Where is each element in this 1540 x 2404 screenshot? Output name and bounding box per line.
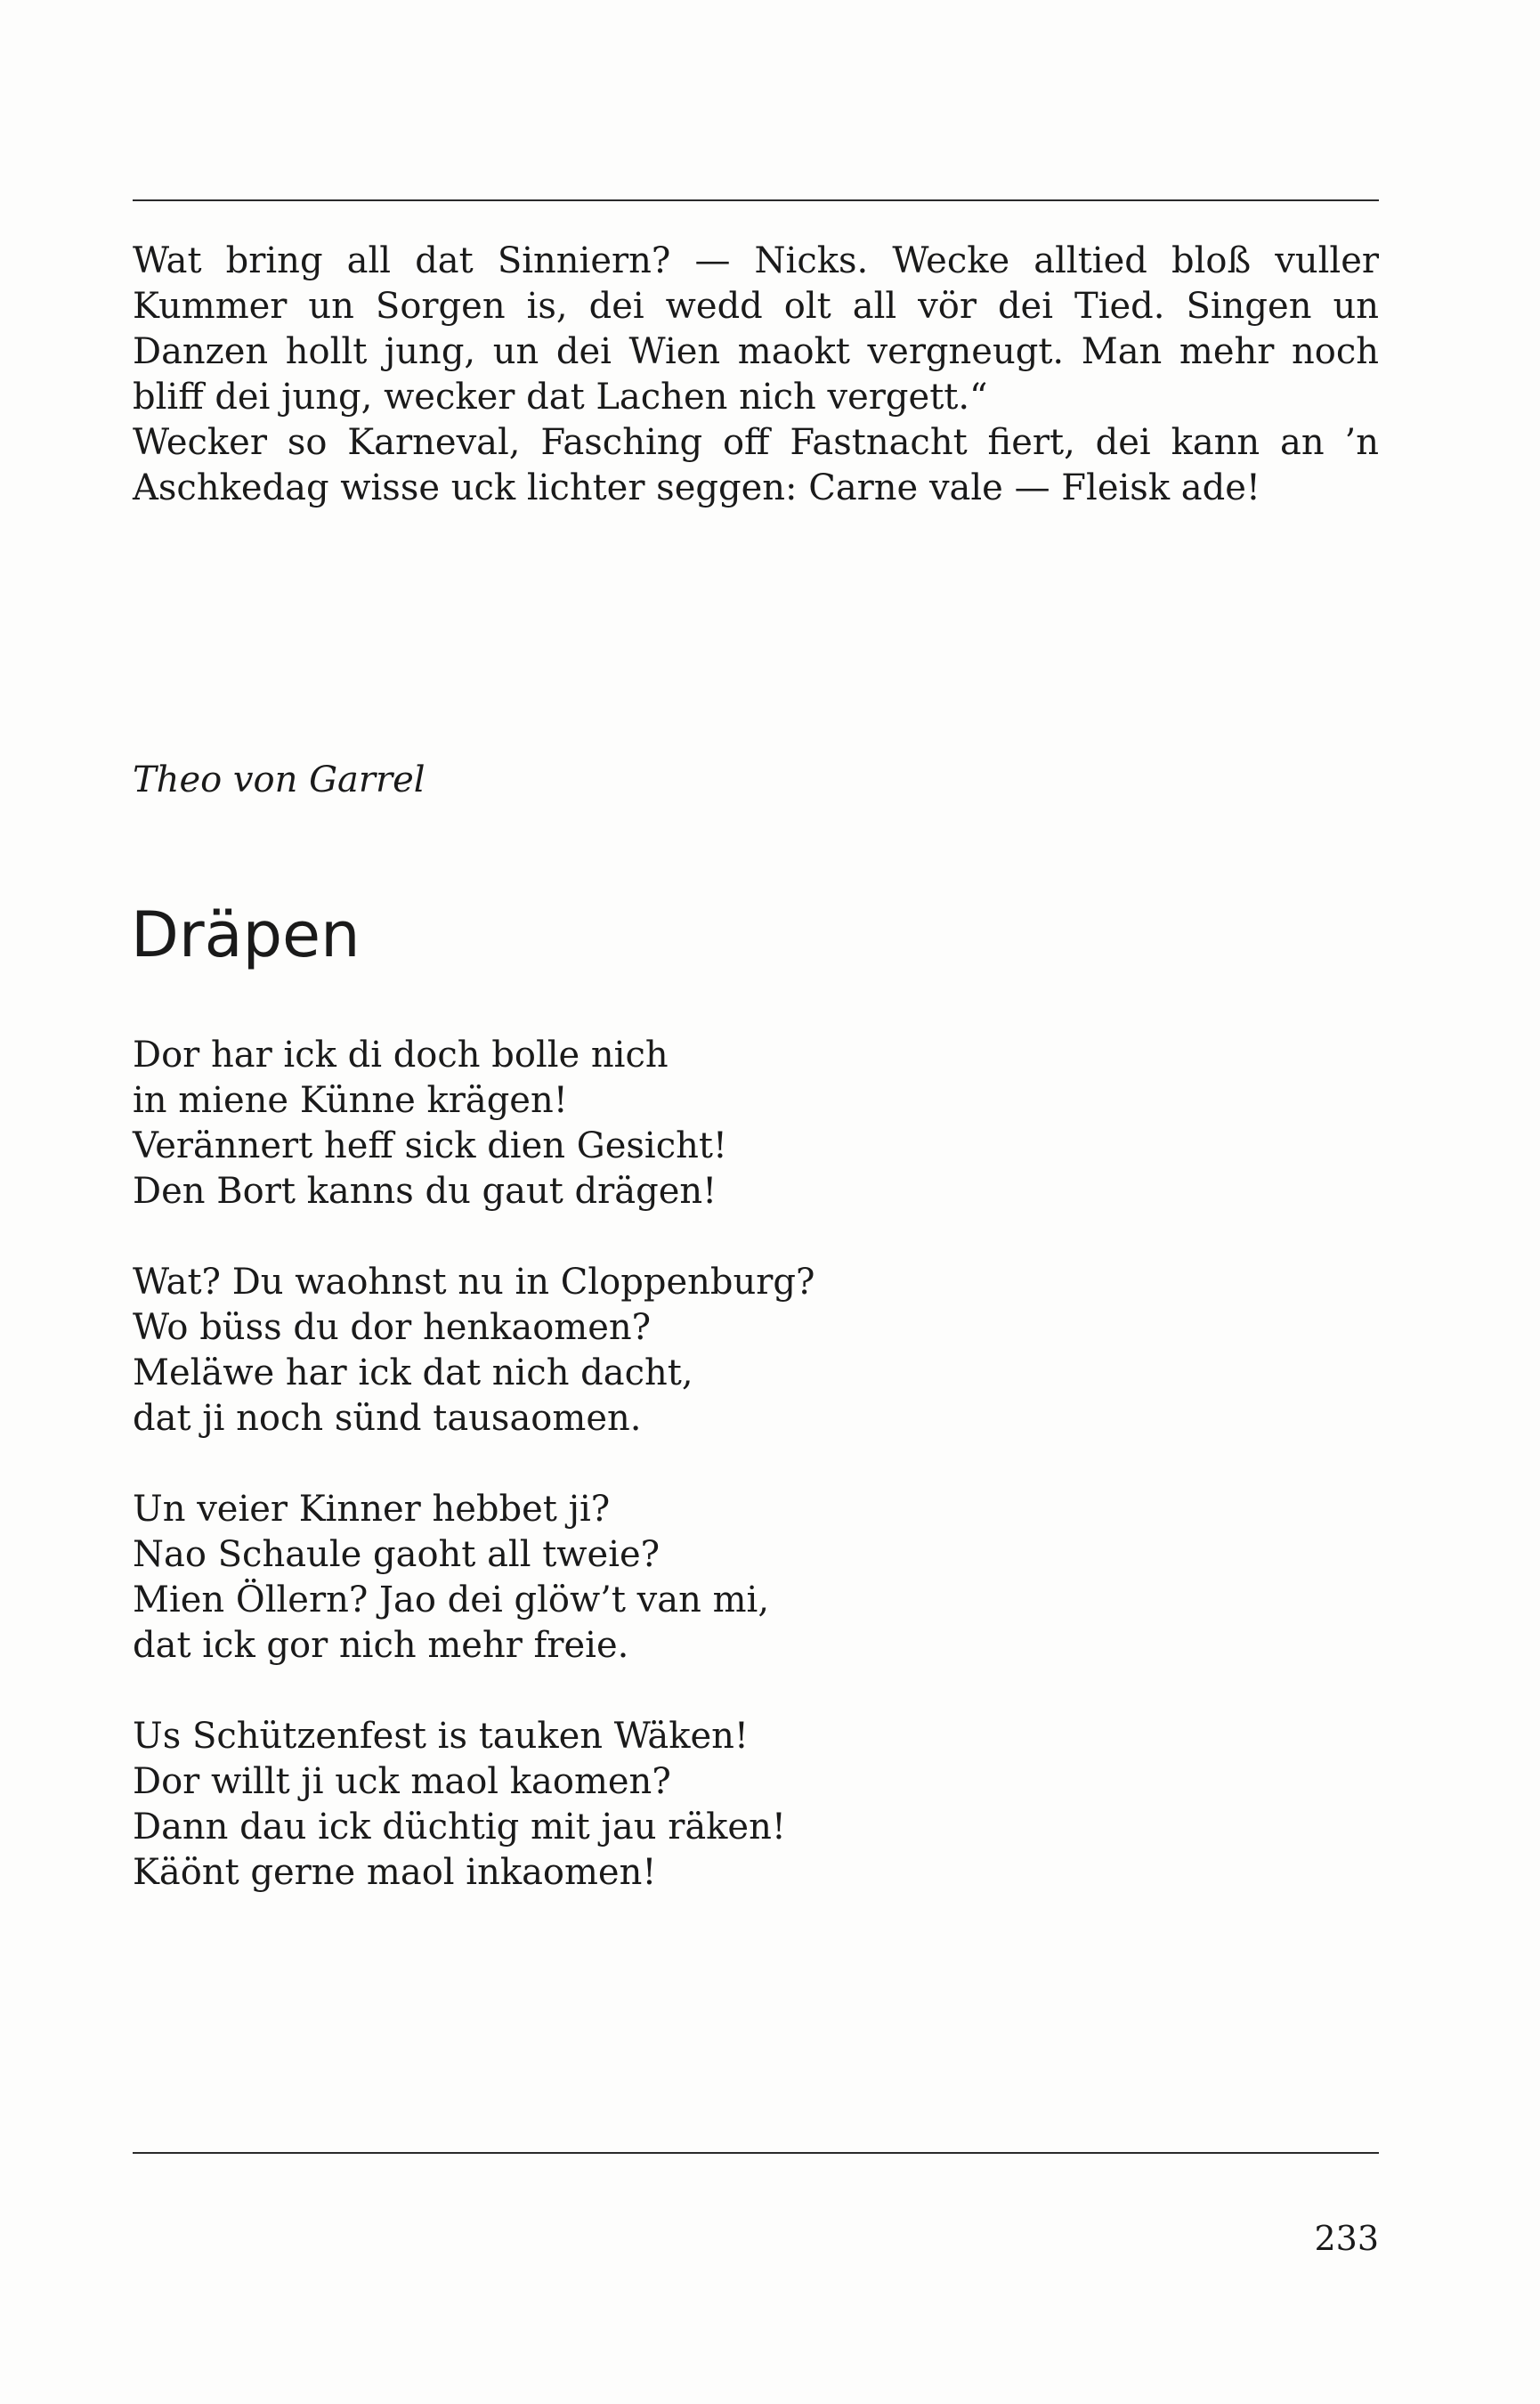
poem-verse: Wo büss du dor henkaomen? [133, 1307, 652, 1348]
poem-stanza [133, 1033, 815, 1214]
top-rule [133, 199, 1379, 201]
poem-body [133, 1033, 815, 1941]
poem-verse: Nao Schaule gaoht all tweie? [133, 1534, 661, 1575]
poem-verse: dat ick gor nich mehr freie. [133, 1625, 629, 1666]
poem-verse: dat ji noch sünd tausaomen. [133, 1398, 642, 1439]
poem-stanza [133, 1487, 815, 1669]
prose-paragraph [133, 239, 1379, 511]
poem-verse: Verännert heff sick dien Gesicht! [133, 1125, 728, 1166]
poem-verse: Dann dau ick düchtig mit jau räken! [133, 1807, 786, 1848]
prose-line: Danzen hollt jung, un dei Wien maokt vergneugt. Man mehr noch [133, 331, 1379, 372]
prose-line: bliff dei jung, wecker dat Lachen nich vergett.“ [133, 377, 988, 418]
prose-line: Wecker so Karneval, Fasching off Fastnacht fiert, dei kann an ’n [133, 422, 1379, 463]
poem-verse: Un veier Kinner hebbet ji? [133, 1489, 611, 1530]
poem-verse: Meläwe har ick dat nich dacht, [133, 1352, 693, 1393]
bottom-rule [133, 2152, 1379, 2154]
poem-verse: Den Bort kanns du gaut drägen! [133, 1171, 717, 1212]
poem-stanza [133, 1714, 815, 1896]
page-number: 233 [1314, 2219, 1379, 2258]
poem-verse: Dor willt ji uck maol kaomen? [133, 1761, 671, 1802]
poem-verse: Dor har ick di doch bolle nich [133, 1035, 669, 1076]
poem-verse: Mien Öllern? Jao dei glöw’t van mi, [133, 1580, 770, 1620]
prose-line: Aschkedag wisse uck lichter seggen: Carne vale — Fleisk ade! [133, 467, 1260, 508]
prose-line: Wat bring all dat Sinniern? — Nicks. Wecke alltied bloß vuller [133, 240, 1379, 281]
poem-verse: Käönt gerne maol inkaomen! [133, 1852, 657, 1893]
prose-line: Kummer un Sorgen is, dei wedd olt all vör dei Tied. Singen un [133, 286, 1379, 327]
poem-verse: Wat? Du waohnst nu in Cloppenburg? [133, 1262, 815, 1303]
poem-author: Theo von Garrel [133, 759, 426, 800]
poem-verse: Us Schützenfest is tauken Wäken! [133, 1716, 749, 1757]
poem-title: Dräpen [131, 898, 361, 971]
poem-stanza [133, 1260, 815, 1442]
poem-verse: in miene Künne krägen! [133, 1080, 568, 1121]
